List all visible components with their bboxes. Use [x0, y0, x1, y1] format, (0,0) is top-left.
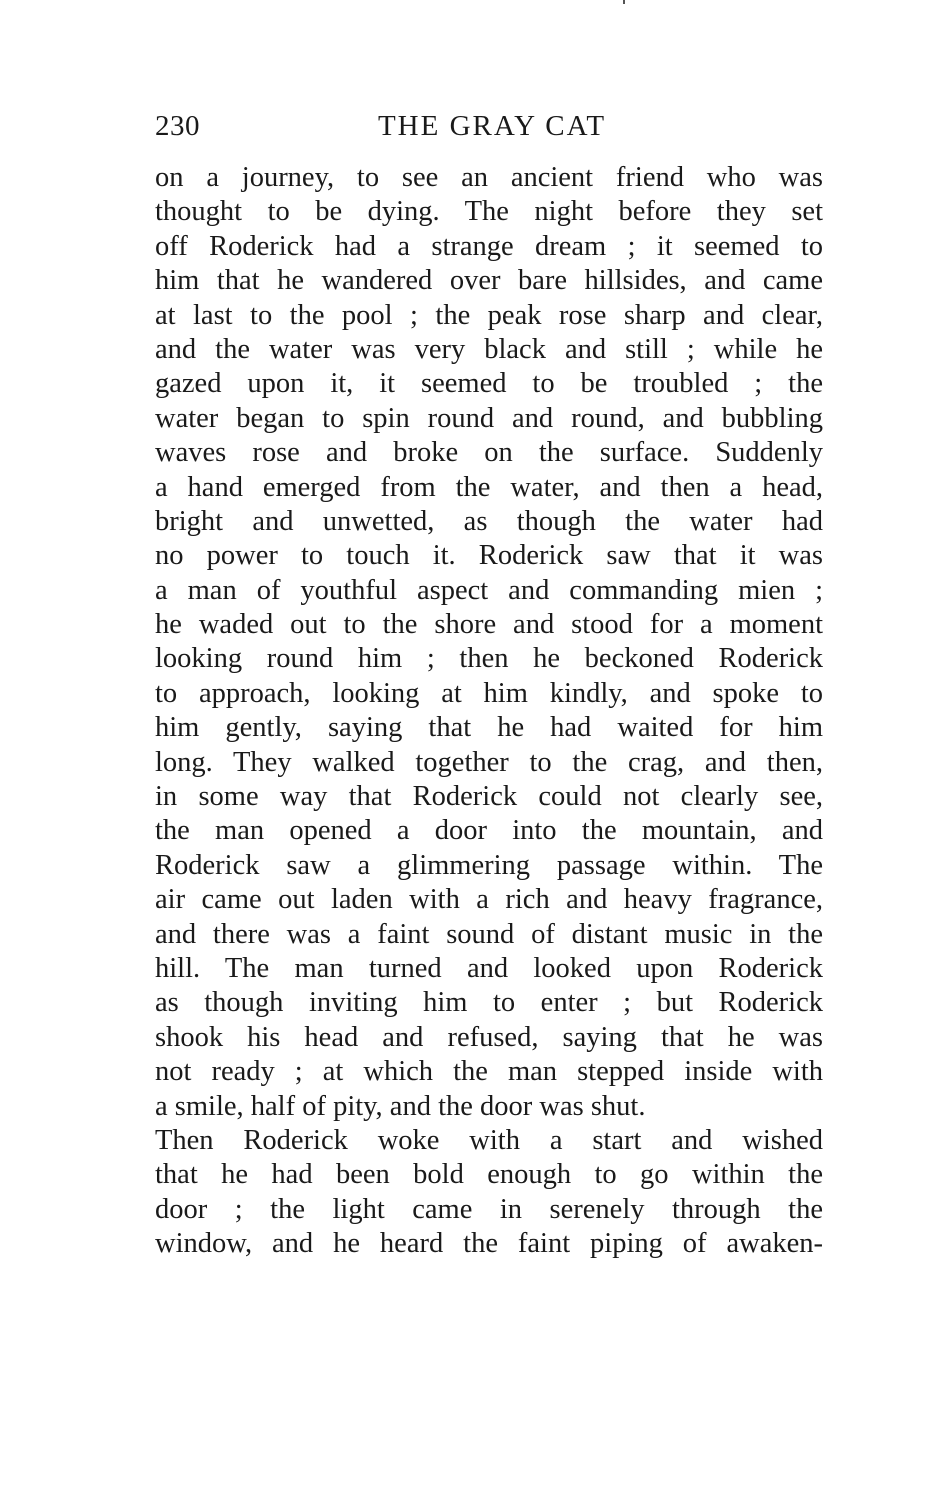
text-line: water began to spin round and round, and bubbling — [155, 402, 823, 434]
text-line: and there was a faint sound of distant music in the — [155, 918, 823, 950]
text-line: a man of youthful aspect and commanding mien ; — [155, 574, 823, 606]
text-line: Roderick saw a glimmering passage within. The — [155, 849, 823, 881]
running-head — [155, 104, 823, 148]
text-line: air came out laden with a rich and heavy fragrance, — [155, 884, 823, 916]
body-text — [155, 161, 823, 1262]
text-line: as though inviting him to enter ; but Roderick — [155, 987, 823, 1019]
text-line: and the water was very black and still ; while he — [155, 333, 823, 365]
text-line: door ; the light came in serenely through the — [155, 1193, 823, 1225]
text-line: in some way that Roderick could not clearly see, — [155, 781, 823, 813]
text-line: that he had been bold enough to go within the — [155, 1159, 823, 1191]
text-line: shook his head and refused, saying that he was — [155, 1021, 823, 1053]
text-line: hill. The man turned and looked upon Roderick — [155, 952, 823, 984]
text-line: at last to the pool ; the peak rose sharp and clear, — [155, 299, 823, 331]
scan-mark — [623, 0, 625, 4]
text-line: he waded out to the shore and stood for a moment — [155, 609, 823, 641]
text-line: off Roderick had a strange dream ; it seemed to — [155, 230, 823, 262]
text-line: gazed upon it, it seemed to be troubled ; the — [155, 368, 823, 400]
text-line: Then Roderick woke with a start and wished — [155, 1124, 823, 1156]
text-line: bright and unwetted, as though the water had — [155, 505, 823, 537]
text-line: a smile, half of pity, and the door was shut. — [155, 1090, 646, 1122]
text-line: him gently, saying that he had waited for him — [155, 712, 823, 744]
text-line: waves rose and broke on the surface. Suddenly — [155, 437, 823, 469]
text-line: him that he wandered over bare hillsides, and came — [155, 265, 823, 297]
text-line: no power to touch it. Roderick saw that it was — [155, 540, 823, 572]
text-line: thought to be dying. The night before they set — [155, 196, 823, 228]
text-line: looking round him ; then he beckoned Roderick — [155, 643, 823, 675]
page-number: 230 — [155, 110, 200, 142]
text-line: to approach, looking at him kindly, and spoke to — [155, 677, 823, 709]
text-line: not ready ; at which the man stepped inside with — [155, 1056, 823, 1088]
text-line: long. They walked together to the crag, and then, — [155, 746, 823, 778]
text-line: a hand emerged from the water, and then a head, — [155, 471, 823, 503]
text-line: window, and he heard the faint piping of awaken- — [155, 1228, 823, 1260]
text-line: on a journey, to see an ancient friend who was — [155, 162, 823, 193]
running-title: THE GRAY CAT — [377, 110, 607, 142]
text-line: the man opened a door into the mountain, and — [155, 815, 823, 847]
